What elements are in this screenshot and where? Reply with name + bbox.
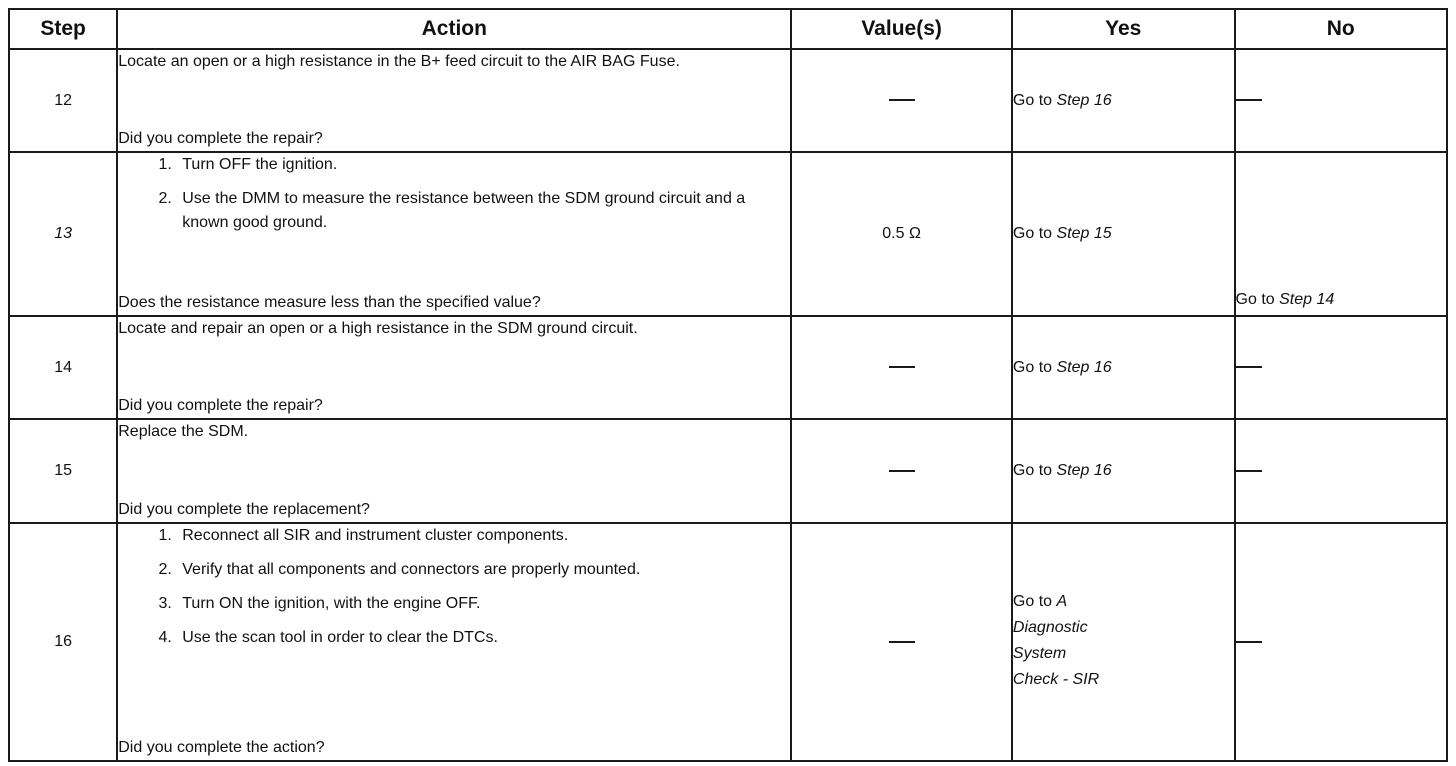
- action-step-item: 2. Verify that all components and connectors are properly mounted.: [176, 558, 790, 582]
- action-step-item: 4. Use the scan tool in order to clear the DTCs.: [176, 626, 790, 650]
- table-row-step-12: [9, 49, 1447, 152]
- header-step: Step: [9, 9, 117, 49]
- action-step-item: 3. Turn ON the ignition, with the engine OFF.: [176, 592, 790, 616]
- action-step-item: 1. Reconnect all SIR and instrument cluster components.: [176, 524, 790, 548]
- value-cell: [791, 419, 1012, 523]
- action-step-item: 2. Use the DMM to measure the resistance between the SDM ground circuit and a known good ground.: [176, 187, 790, 235]
- yes-prefix: Go to: [1012, 462, 1057, 479]
- dash-mark: [889, 99, 915, 101]
- yes-cell: [1012, 523, 1235, 761]
- step-number: 12: [9, 49, 117, 152]
- value-cell: [791, 316, 1012, 419]
- action-steps-list: [118, 524, 790, 658]
- action-cell: [117, 523, 791, 761]
- no-cell: [1235, 523, 1447, 761]
- no-step-link[interactable]: Step 14: [1279, 291, 1335, 308]
- table-row-step-15: [9, 419, 1447, 523]
- yes-prefix: Go to: [1012, 225, 1057, 242]
- diagnostic-table-sheet: [8, 8, 1448, 762]
- action-question: Did you complete the replacement?: [118, 501, 370, 518]
- step-number: 13: [9, 152, 117, 316]
- no-cell: [1235, 419, 1447, 523]
- no-cell: [1235, 49, 1447, 152]
- yes-step-link[interactable]: Step 16: [1056, 91, 1112, 109]
- dash-mark: [1236, 99, 1262, 101]
- action-step-item: 1. Turn OFF the ignition.: [176, 153, 790, 177]
- dash-mark: [1236, 470, 1262, 472]
- action-question: Did you complete the action?: [118, 739, 325, 756]
- action-cell: [117, 49, 791, 152]
- table-row-step-13: [9, 152, 1447, 316]
- yes-ref-line[interactable]: Check - SIR: [1012, 671, 1100, 688]
- header-yes: Yes: [1012, 9, 1235, 49]
- action-text: Locate and repair an open or a high resistance in the SDM ground circuit.: [118, 320, 638, 337]
- table-header-row: [9, 9, 1447, 49]
- dash-mark: [1236, 641, 1262, 643]
- yes-ref-line[interactable]: System: [1012, 645, 1067, 662]
- yes-cell: [1012, 316, 1235, 419]
- yes-link-line-1[interactable]: [1013, 589, 1234, 615]
- header-no: No: [1235, 9, 1447, 49]
- action-text: Locate an open or a high resistance in the B+ feed circuit to the AIR BAG Fuse.: [118, 53, 680, 70]
- yes-ref-line[interactable]: A: [1056, 593, 1068, 610]
- no-cell: [1235, 316, 1447, 419]
- yes-step-link[interactable]: Step 16: [1056, 358, 1112, 376]
- action-cell: [117, 316, 791, 419]
- dash-mark: [889, 641, 915, 643]
- dash-mark: [889, 366, 915, 368]
- dash-mark: [889, 470, 915, 472]
- action-cell: [117, 419, 791, 523]
- yes-cell: [1012, 152, 1235, 316]
- value-cell: [791, 523, 1012, 761]
- value-cell: 0.5 Ω: [791, 152, 1012, 316]
- yes-cell: [1012, 419, 1235, 523]
- action-question: Does the resistance measure less than the specified value?: [118, 294, 541, 311]
- yes-step-link[interactable]: Step 16: [1056, 462, 1112, 479]
- value-cell: [791, 49, 1012, 152]
- no-cell: [1235, 152, 1447, 316]
- header-action: Action: [117, 9, 791, 49]
- action-question: Did you complete the repair?: [118, 397, 323, 414]
- dash-mark: [1236, 366, 1262, 368]
- header-value: Value(s): [791, 9, 1012, 49]
- yes-prefix: Go to: [1012, 91, 1057, 109]
- yes-cell: [1012, 49, 1235, 152]
- table-row-step-16: [9, 523, 1447, 761]
- step-number: 16: [9, 523, 117, 761]
- table-row-step-14: [9, 316, 1447, 419]
- yes-step-link[interactable]: Step 15: [1056, 225, 1112, 242]
- diagnostic-table: [8, 8, 1448, 762]
- action-steps-list: [118, 153, 790, 243]
- step-number: 14: [9, 316, 117, 419]
- action-text: Replace the SDM.: [118, 423, 249, 440]
- yes-prefix: Go to: [1012, 358, 1057, 376]
- yes-prefix: Go to: [1012, 593, 1057, 610]
- no-prefix: Go to: [1235, 291, 1280, 308]
- step-number: 15: [9, 419, 117, 523]
- yes-ref-line[interactable]: Diagnostic: [1012, 619, 1088, 636]
- action-cell: [117, 152, 791, 316]
- action-question: Did you complete the repair?: [118, 130, 323, 147]
